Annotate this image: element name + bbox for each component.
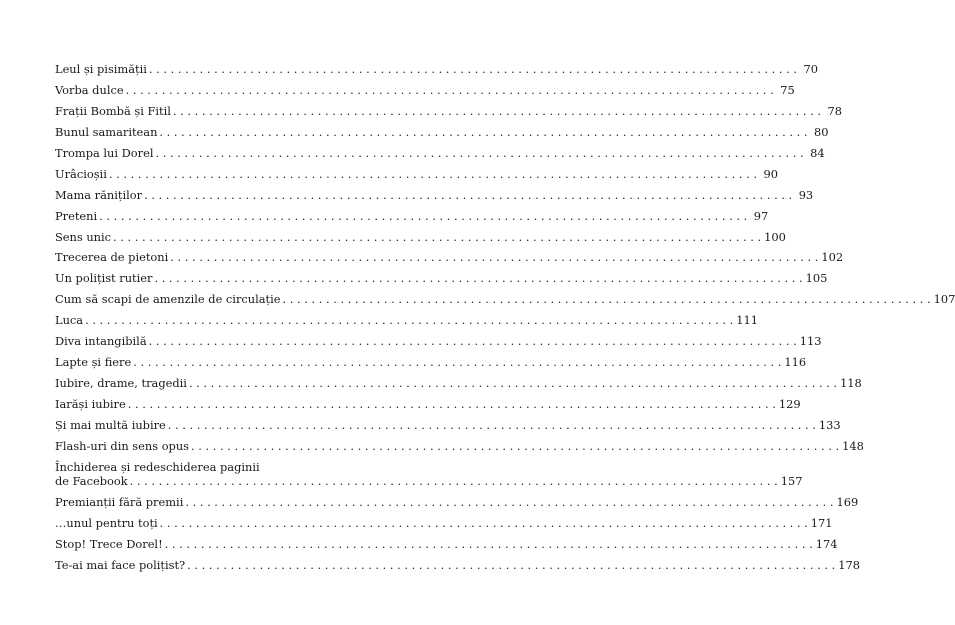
toc-entry-page: 178 bbox=[838, 557, 861, 572]
toc-entry bbox=[55, 515, 833, 530]
toc-entry-page: 174 bbox=[815, 536, 838, 551]
dot-leader bbox=[130, 474, 778, 488]
toc-entry-page: 111 bbox=[736, 313, 758, 328]
dot-leader bbox=[165, 537, 813, 551]
toc-entry-page: 97 bbox=[753, 208, 769, 223]
toc-entry-title: Vorba dulce bbox=[55, 82, 124, 97]
toc-entry-title-line2: de Facebook bbox=[55, 473, 128, 488]
toc-entry bbox=[55, 536, 838, 551]
toc-entry-page: 84 bbox=[810, 145, 825, 160]
toc-entry-title: Lapte și fiere bbox=[55, 355, 132, 370]
toc-entry bbox=[55, 397, 801, 411]
toc-entry-page: 118 bbox=[840, 376, 862, 391]
dot-leader bbox=[173, 104, 821, 118]
toc-entry-title: Un polițist rutier bbox=[55, 271, 153, 286]
toc-entry bbox=[55, 229, 786, 244]
toc-entry-title: Luca bbox=[55, 313, 84, 328]
toc-entry-title: Stop! Trece Dorel! bbox=[55, 536, 163, 551]
dot-leader bbox=[154, 271, 802, 285]
toc-entry bbox=[55, 208, 769, 223]
dot-leader bbox=[85, 313, 733, 327]
toc-entry-title: Urâcioșii bbox=[55, 166, 107, 181]
toc-entry-page: 90 bbox=[763, 166, 778, 181]
toc-entry bbox=[55, 250, 844, 265]
toc-entry bbox=[55, 292, 955, 307]
dot-leader bbox=[187, 558, 835, 572]
dot-leader bbox=[149, 62, 797, 76]
toc-entry bbox=[55, 166, 778, 181]
dot-leader bbox=[170, 250, 818, 264]
toc-entry-title: Frații Bombă și Fitil bbox=[55, 103, 171, 118]
dot-leader bbox=[113, 230, 761, 244]
dot-leader bbox=[128, 397, 776, 411]
dot-leader bbox=[189, 376, 837, 390]
toc-entry bbox=[55, 494, 859, 509]
toc-entry-title: Și mai multă iubire bbox=[55, 417, 166, 432]
toc-entry-line2 bbox=[55, 474, 802, 488]
toc-entry-page: 93 bbox=[798, 187, 814, 202]
toc-entry bbox=[55, 334, 822, 349]
toc-entry-title: Sens unic bbox=[55, 229, 112, 244]
dot-leader bbox=[109, 167, 757, 181]
toc-entry-page: 171 bbox=[810, 515, 833, 530]
toc-entry-page: 100 bbox=[764, 229, 786, 244]
dot-leader bbox=[133, 355, 781, 369]
toc-entry-page: 70 bbox=[803, 62, 819, 76]
toc-entry-page: 75 bbox=[780, 82, 795, 97]
dot-leader bbox=[155, 146, 803, 160]
toc-entry-page: 80 bbox=[814, 124, 829, 139]
toc-entry-title-line1: Închiderea și redeschiderea paginii bbox=[55, 459, 260, 474]
dot-leader bbox=[191, 439, 839, 453]
toc-entry-page: 129 bbox=[778, 397, 801, 411]
toc-entry-title: Te-ai mai face polițist? bbox=[55, 557, 186, 572]
toc-entry bbox=[55, 82, 795, 97]
toc-entry bbox=[55, 459, 803, 488]
toc-entry bbox=[55, 355, 807, 370]
toc-entry bbox=[55, 187, 814, 202]
dot-leader bbox=[126, 83, 774, 97]
toc-entry bbox=[55, 376, 862, 391]
toc-entry-page: 133 bbox=[818, 417, 841, 432]
toc-entry bbox=[55, 103, 843, 118]
toc-entry bbox=[55, 313, 758, 328]
toc-entry bbox=[55, 438, 864, 453]
toc-entry-multiline bbox=[55, 460, 802, 488]
toc-entry-page: 105 bbox=[805, 271, 828, 286]
toc-entry-page: 157 bbox=[780, 473, 803, 488]
toc-entry-page: 107 bbox=[933, 292, 955, 307]
toc-entry-title: Iubire, drame, tragedii bbox=[55, 376, 187, 391]
toc-entry-title: …unul pentru toți bbox=[55, 515, 158, 530]
toc-entry-page: 116 bbox=[784, 355, 807, 370]
toc-entry bbox=[55, 124, 829, 139]
dot-leader bbox=[160, 516, 808, 530]
toc-entry bbox=[55, 557, 861, 572]
toc-entry-title: Leul și pisimății bbox=[55, 62, 147, 76]
toc-entry-title: Trompa lui Dorel bbox=[55, 145, 154, 160]
toc-entry-title: Premianții fără premii bbox=[55, 494, 184, 509]
toc-entry bbox=[55, 62, 819, 76]
toc-entry bbox=[55, 271, 828, 286]
dot-leader bbox=[168, 418, 816, 432]
toc-entry-page: 102 bbox=[821, 250, 844, 265]
toc-entry-page: 113 bbox=[799, 334, 822, 349]
toc-entry bbox=[55, 145, 825, 160]
toc-entry-title: Preteni bbox=[55, 208, 98, 223]
toc-entry-page: 78 bbox=[827, 103, 843, 118]
dot-leader bbox=[283, 292, 931, 306]
toc-entry-page: 148 bbox=[842, 438, 864, 453]
toc-entry-title: Trecerea de pietoni bbox=[55, 250, 169, 265]
toc-entry-title: Mama răniților bbox=[55, 187, 143, 202]
toc-entry-title: Flash-uri din sens opus bbox=[55, 438, 190, 453]
dot-leader bbox=[149, 334, 797, 348]
table-of-contents bbox=[55, 62, 955, 579]
toc-entry-title: Iarăși iubire bbox=[55, 397, 126, 411]
dot-leader bbox=[159, 125, 807, 139]
dot-leader bbox=[144, 188, 792, 202]
toc-entry-page: 169 bbox=[836, 494, 859, 509]
toc-entry-title: Diva intangibilă bbox=[55, 334, 147, 349]
toc-entry bbox=[55, 417, 841, 432]
dot-leader bbox=[99, 209, 747, 223]
toc-entry-title: Bunul samaritean bbox=[55, 124, 158, 139]
toc-entry-title: Cum să scapi de amenzile de circulație bbox=[55, 292, 281, 307]
dot-leader bbox=[185, 495, 833, 509]
